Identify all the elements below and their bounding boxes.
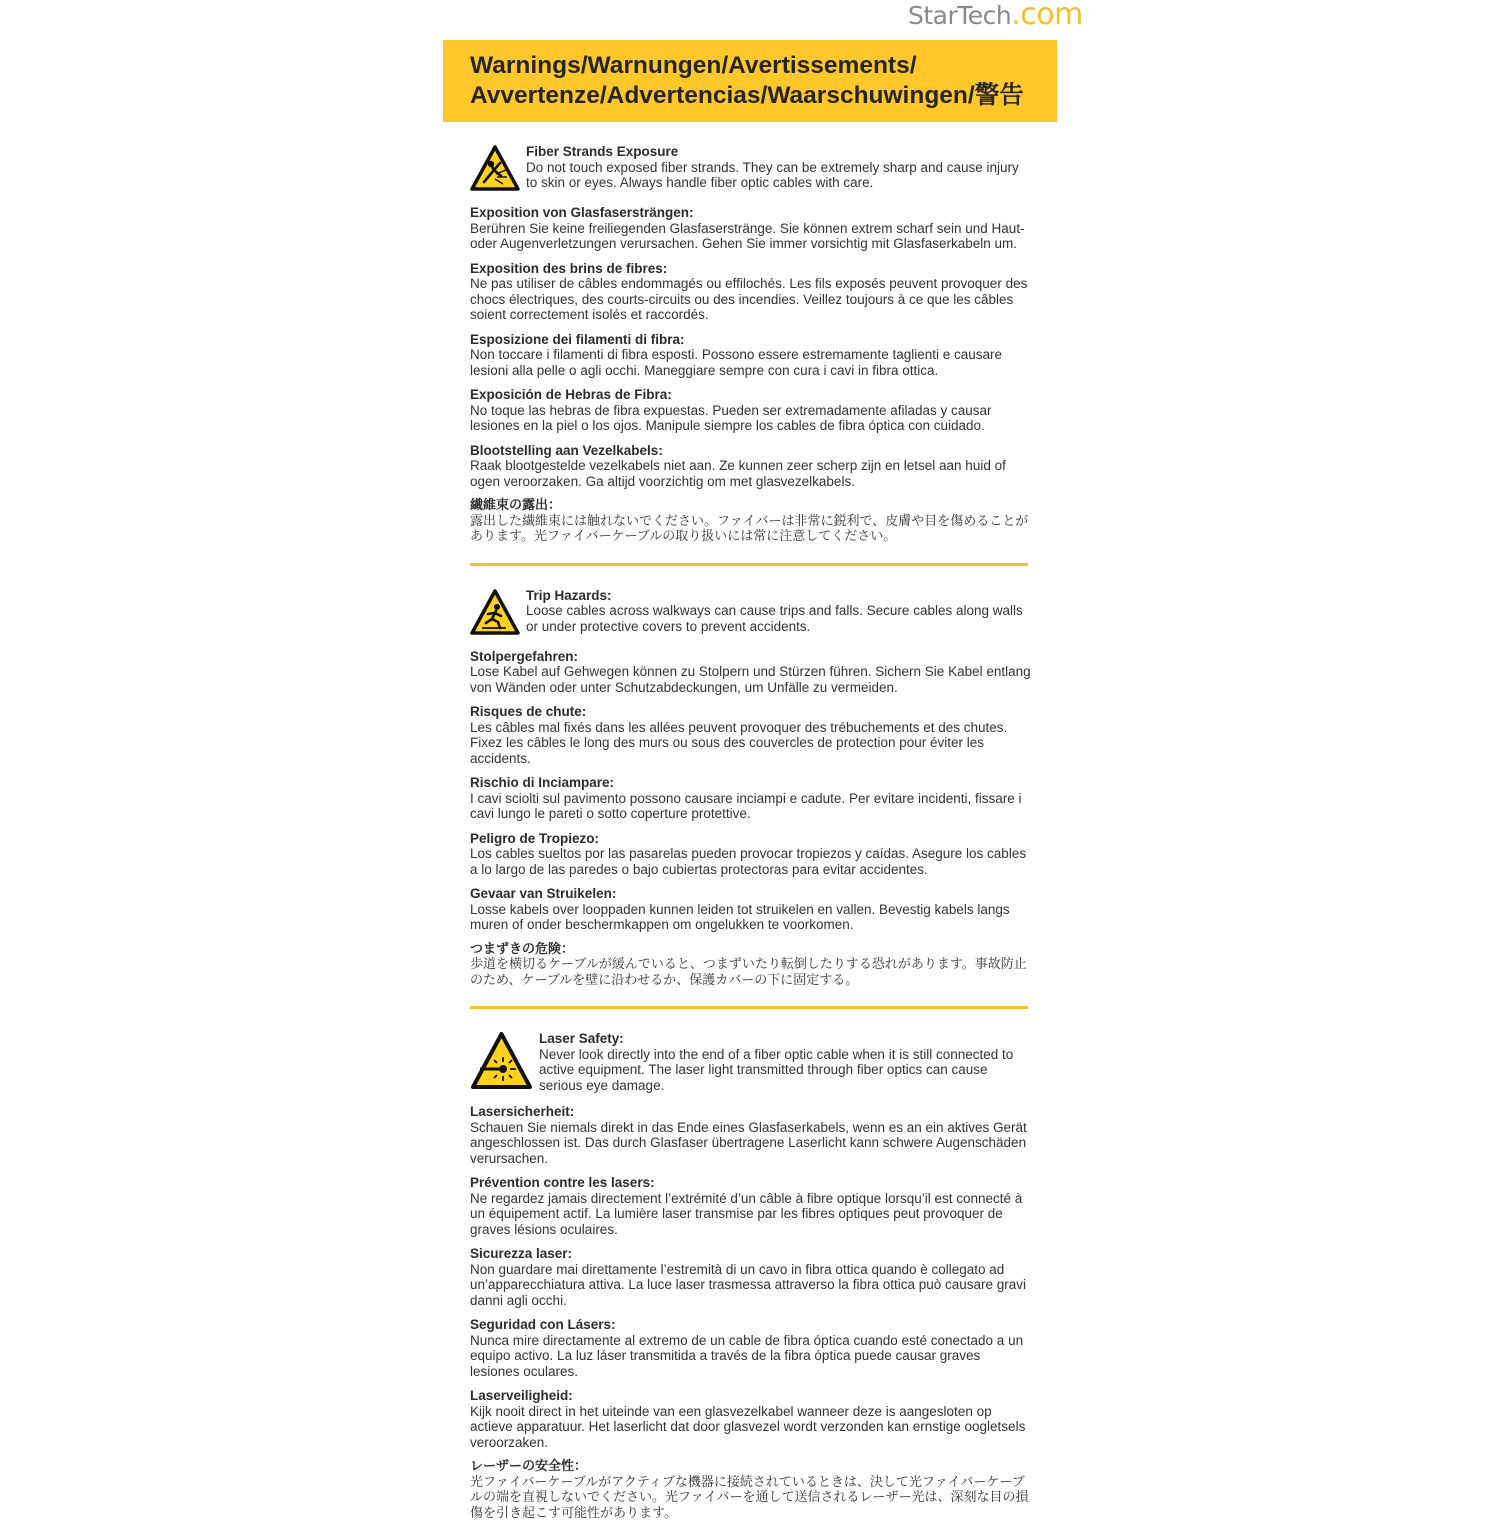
- title-line-1: Warnings/Warnungen/Avertissements/: [470, 52, 917, 79]
- section-divider: [470, 563, 1028, 566]
- warning-title: Lasersicherheit:: [470, 1104, 575, 1119]
- warning-block: [526, 144, 1032, 191]
- warning-text: 露出した繊維束には触れないでください。ファイバーは非常に鋭利で、皮膚や目を傷めることがあります。光ファイバーケーブルの取り扱いには常に注意してください。: [470, 513, 1029, 544]
- warnings-content: [470, 144, 1032, 1530]
- warning-title: Esposizione dei filamenti di fibra:: [470, 331, 685, 347]
- warning-title: Exposición de Hebras de Fibra:: [470, 387, 672, 402]
- warning-text: Nunca mire directamente al extremo de un cable de fibra óptica cuando esté conectado a un equipo activo. La luz láser transmitida a través de la fibra óptica puede causar graves lesiones oculares.: [470, 1332, 1024, 1379]
- warning-text: Kijk nooit direct in het uiteinde van een glasvezelkabel wanneer deze is aangesloten op actieve apparatuur. Het laserlicht dat door glasvezel wordt verzonden kan ernstige oogletsels veroorzaken.: [470, 1403, 1026, 1450]
- warning-title: Exposition des brins de fibres:: [470, 260, 668, 276]
- warning-title: Rischio di Inciampare:: [470, 775, 615, 790]
- warning-text: Loose cables across walkways can cause trips and falls. Secure cables along walls or under protective covers to prevent accidents.: [526, 603, 1023, 634]
- warning-title: Exposition von Glasfasersträngen:: [470, 205, 694, 220]
- fiber-strands-warning-icon: [470, 144, 520, 197]
- warning-text: 光ファイバーケーブルがアクティブな機器に接続されているときは、決して光ファイバーケーブルの端を直視しないでください。光ファイバーを通して送信されるレーザー光は、深刻な目の損傷を引き起こす可能性があります。: [470, 1474, 1029, 1521]
- section-laser-safety: [470, 1031, 1032, 1521]
- warning-block-japanese: [470, 1459, 1032, 1521]
- warning-text: Non guardare mai direttamente l’estremità di un cavo in fibra ottica quando è collegato ad un’apparecchiatura attiva. La luce laser trasmessa attraverso la fibra ottica può causare gravi danni agli occhi.: [470, 1261, 1027, 1308]
- warning-block: [470, 443, 1032, 490]
- warning-block: [470, 332, 1032, 379]
- section-fiber-strands: [470, 144, 1032, 545]
- warning-block: [470, 261, 1032, 323]
- warning-text: Ne regardez jamais directement l’extrémité d’un câble à fibre optique lorsqu’il est connecté à un équipement actif. La lumière laser transmise par les fibres optiques peut provoquer de graves lésions oculaires.: [470, 1190, 1023, 1237]
- warning-text: No toque las hebras de fibra expuestas. Pueden ser extremadamente afiladas y causar lesiones en la piel o los ojos. Manipule siempre los cables de fibra óptica con cuidado.: [470, 402, 992, 433]
- warning-title: Seguridad con Lásers:: [470, 1317, 616, 1332]
- warning-block: [470, 1175, 1032, 1237]
- title-line-2: Avvertenze/Advertencias/Waarschuwingen/警告: [470, 82, 1024, 109]
- warning-text: Never look directly into the end of a fiber optic cable when it is still connected to active equipment. The laser light transmitted through fiber optics can cause serious eye damage.: [539, 1046, 1014, 1093]
- section-lead-row: [470, 588, 1032, 641]
- warning-text: I cavi sciolti sul pavimento possono causare inciampi e cadute. Per evitare incidenti, fissare i cavi lungo le pareti o sotto coperture protettive.: [470, 790, 1022, 821]
- warning-block: [470, 205, 1032, 252]
- warning-block-japanese: [470, 942, 1032, 989]
- warning-title: レーザーの安全性：: [470, 1459, 588, 1474]
- page-title: [470, 51, 1024, 111]
- warning-title: Blootstelling aan Vezelkabels:: [470, 442, 663, 458]
- warning-block: [470, 775, 1032, 822]
- warning-title: Risques de chute:: [470, 704, 587, 719]
- warning-block: [470, 1388, 1032, 1450]
- warning-block: [470, 831, 1032, 878]
- warning-text: Do not touch exposed fiber strands. They can be extremely sharp and cause injury to skin or eyes. Always handle fiber optic cables with care.: [526, 159, 1019, 190]
- warning-block: [470, 1246, 1032, 1308]
- warning-title: Stolpergefahren:: [470, 648, 579, 664]
- startech-logo: [908, 0, 1083, 30]
- warning-block: [470, 387, 1032, 434]
- warning-text: Lose Kabel auf Gehwegen können zu Stolpern und Stürzen führen. Sichern Sie Kabel entlang von Wänden oder unter Schutzabdeckungen, um Unfälle zu vermeiden.: [470, 664, 1031, 695]
- warning-text: Schauen Sie niemals direkt in das Ende eines Glasfaserkabels, wenn es an ein aktives Gerät angeschlossen ist. Das durch Glasfaser übertragene Laserlicht kann schwere Augenschäden verursachen.: [470, 1119, 1027, 1166]
- warning-title: Peligro de Tropiezo:: [470, 830, 600, 846]
- trip-hazard-warning-icon: [470, 588, 520, 641]
- warning-title: Trip Hazards:: [526, 587, 612, 603]
- warning-title: つまずきの危険：: [470, 941, 575, 957]
- warning-text: Ne pas utiliser de câbles endommagés ou effilochés. Les fils exposés peuvent provoquer des chocs électriques, des courts-circuits ou des incendies. Veillez toujours à ce que les câbles soient correctement isolés et raccordés.: [470, 276, 1028, 322]
- section-lead-row: [470, 1031, 1032, 1096]
- warning-text: Losse kabels over looppaden kunnen leiden tot struikelen en vallen. Bevestig kabels langs muren of onder beschermkappen om ongelukken te voorkomen.: [470, 901, 1010, 932]
- warning-text: Raak blootgestelde vezelkabels niet aan. Ze kunnen zeer scherp zijn en letsel aan huid of ogen veroorzaken. Ga altijd voorzichtig om met glasvezelkabels.: [470, 458, 1006, 489]
- warning-block: [470, 704, 1032, 766]
- warning-block-japanese: [470, 498, 1032, 545]
- warning-title: 繊維束の露出：: [470, 498, 562, 513]
- warning-title: Prévention contre les lasers:: [470, 1175, 655, 1190]
- logo-main-text: StarTech: [908, 1, 1012, 30]
- section-divider: [470, 1006, 1028, 1009]
- laser-warning-icon: [470, 1031, 533, 1096]
- warning-title: Sicurezza laser:: [470, 1246, 573, 1261]
- warning-text: Les câbles mal fixés dans les allées peuvent provoquer des trébuchements et des chutes. Fixez les câbles le long des murs ou sous des couvercles de protection pour éviter les accidents.: [470, 719, 1008, 766]
- warning-title: Laser Safety:: [539, 1031, 624, 1046]
- warning-block: [470, 1104, 1032, 1166]
- warning-block: [470, 1317, 1032, 1379]
- warning-block: [470, 649, 1032, 696]
- warning-title: Gevaar van Struikelen:: [470, 886, 617, 901]
- section-trip-hazards: [470, 588, 1032, 989]
- warning-text: Berühren Sie keine freiliegenden Glasfaserstränge. Sie können extrem scharf sein und Haut- oder Augenverletzungen verursachen. Gehen Sie immer vorsichtig mit Glasfaserkabeln um.: [470, 220, 1025, 251]
- warning-block: [526, 588, 1032, 635]
- warning-text: 歩道を横切るケーブルが緩んでいると、つまずいたり転倒したりする恐れがあります。事故防止のため、ケーブルを壁に沿わせるか、保護カバーの下に固定する。: [470, 957, 1027, 988]
- warnings-header-banner: [443, 40, 1057, 122]
- logo-tld-text: .com: [1011, 0, 1083, 32]
- warning-block: [470, 886, 1032, 933]
- warning-title: Laserveiligheid:: [470, 1388, 573, 1403]
- warning-text: Non toccare i filamenti di fibra esposti. Possono essere estremamente taglienti e causare lesioni alla pelle o agli occhi. Maneggiare sempre con cura i cavi in fibra ottica.: [470, 347, 1003, 378]
- warning-title: Fiber Strands Exposure: [526, 144, 679, 159]
- warning-block: [539, 1031, 1032, 1093]
- section-lead-row: [470, 144, 1032, 197]
- warning-text: Los cables sueltos por las pasarelas pueden provocar tropiezos y caídas. Asegure los cables a lo largo de las paredes o bajo cubiertas protectoras para evitar accidentes.: [470, 846, 1027, 877]
